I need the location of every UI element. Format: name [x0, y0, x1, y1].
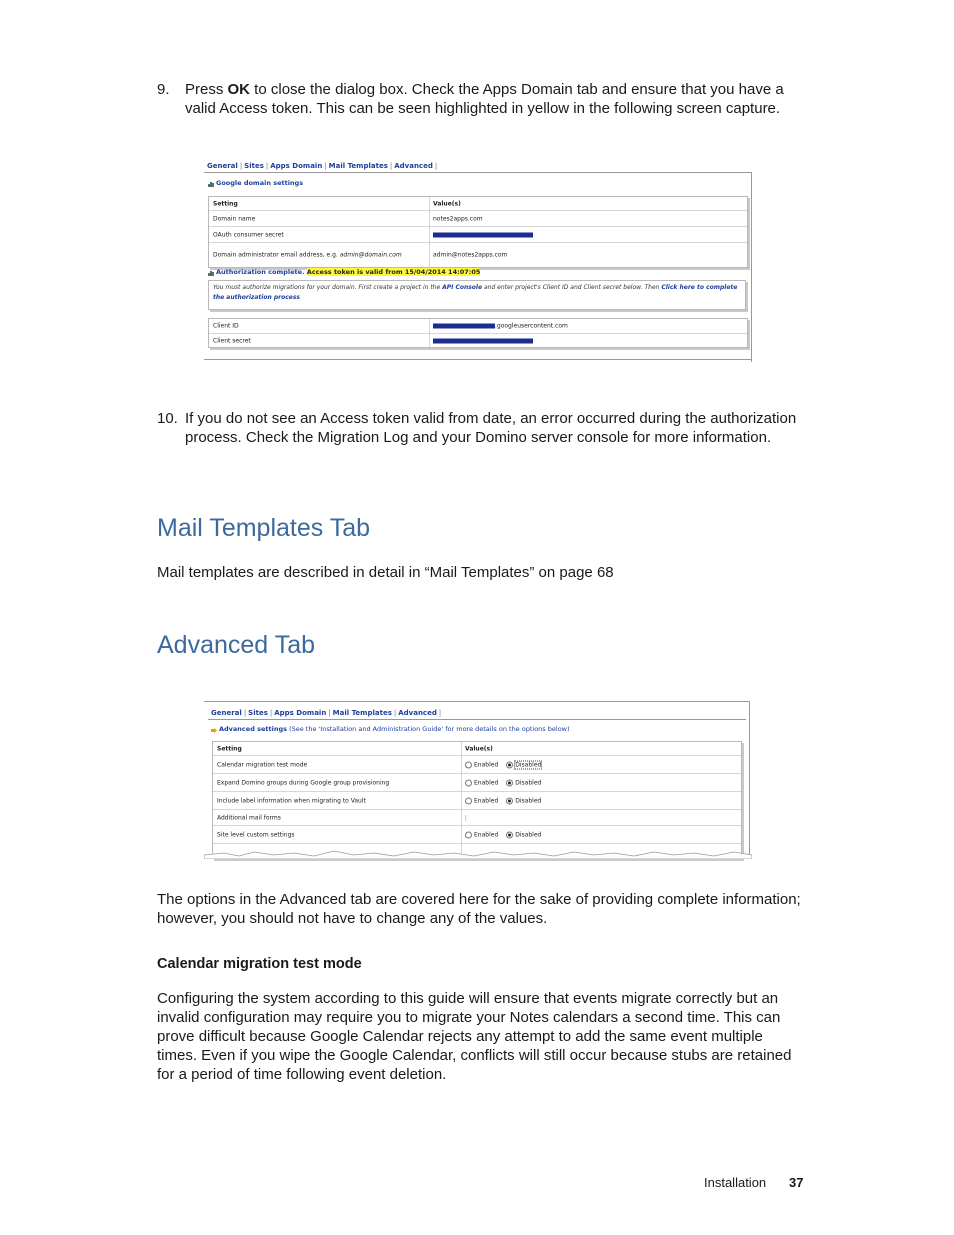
authorization-link[interactable]: Click here to complete the authorization process: [213, 284, 738, 301]
advanced-screenshot: [204, 701, 752, 859]
tab-apps-domain[interactable]: Apps Domain: [274, 709, 327, 717]
calendar-body: Configuring the system according to this guide will ensure that events migrate correctly but an invalid configuration may require you to migrate your Notes calendars a second time. This can prove difficult because Google Calendar rejects any attempt to add the same event multiple times. Even if you wipe the Google Calendar, conflicts will still occur because stubs are retained for a period of time following event deletion.: [157, 990, 792, 1083]
enabled-radio[interactable]: Enabled: [465, 780, 498, 787]
disabled-radio[interactable]: Disabled: [506, 832, 541, 839]
authorization-message: You must authorize migrations for your domain. First create a project in the API Console and enter project's Client ID and Client secret below. Then Click here to complete the authorization process: [208, 280, 746, 310]
disabled-radio[interactable]: Disabled: [506, 798, 541, 805]
section-title: Advanced settings (See the 'Installation and Administration Guide' for more details on the options below): [211, 725, 570, 733]
settings-icon: [208, 270, 214, 275]
tab-sites[interactable]: Sites: [244, 162, 264, 170]
mail-templates-heading: Mail Templates Tab: [157, 514, 371, 542]
table-row: Site level custom settings Enabled Disabled: [213, 825, 741, 844]
table-row: Expand Domino groups during Google group provisioning Enabled Disabled: [213, 773, 741, 792]
tab-general[interactable]: General: [211, 709, 242, 717]
tab-bar: General | Sites | Apps Domain | Mail Templates | Advanced |: [211, 709, 442, 717]
tab-mail-templates[interactable]: Mail Templates: [332, 709, 392, 717]
redacted-value: [433, 233, 533, 238]
client-secret-field[interactable]: [433, 337, 533, 344]
enabled-radio[interactable]: Enabled: [465, 798, 498, 805]
page-number: 37: [789, 1175, 804, 1190]
admin-email-field[interactable]: admin@notes2apps.com: [433, 251, 508, 259]
api-console-link[interactable]: API Console: [442, 284, 483, 291]
additional-mail-forms-field[interactable]: ⌊: [465, 814, 468, 822]
domain-settings-table: [208, 196, 748, 268]
table-row: Calendar migration test mode Enabled Disabled: [213, 755, 741, 774]
calendar-heading: Calendar migration test mode: [157, 956, 362, 972]
step-10-text: If you do not see an Access token valid from date, an error occurred during the authorization process. Check the Migration Log and your Domino server console for more information.: [185, 410, 797, 446]
table-row: Domain administrator email address, e.g. admin@domain.com admin@notes2apps.com: [209, 242, 747, 267]
table-header: Setting Value(s): [213, 742, 741, 755]
enabled-radio[interactable]: Enabled: [465, 832, 498, 839]
oauth-secret-field[interactable]: [433, 232, 533, 239]
table-header: Setting Value(s): [209, 197, 747, 210]
enabled-radio[interactable]: Enabled: [465, 762, 498, 769]
redacted-value: [433, 338, 533, 343]
tab-bar: General | Sites | Apps Domain | Mail Templates | Advanced |: [207, 162, 438, 170]
advanced-body: The options in the Advanced tab are covered here for the sake of providing complete information; however, you should not have to change any of the values.: [157, 891, 801, 927]
step-number: 10.: [157, 410, 178, 427]
apps-domain-screenshot: [204, 158, 754, 361]
tab-advanced[interactable]: Advanced: [398, 709, 437, 717]
table-row: Client secret: [209, 333, 747, 347]
disabled-radio[interactable]: Disabled: [506, 780, 541, 787]
section-title: Google domain settings: [208, 179, 303, 187]
tab-apps-domain[interactable]: Apps Domain: [270, 162, 323, 170]
client-settings-table: [208, 318, 748, 348]
settings-icon: [208, 181, 214, 186]
arrow-icon: [211, 727, 217, 732]
tab-general[interactable]: General: [207, 162, 238, 170]
access-token-highlight: Access token is valid from 15/04/2014 14:07:05: [306, 268, 481, 276]
step-number: 9.: [157, 81, 170, 98]
table-row: Additional mail forms ⌊: [213, 809, 741, 826]
tab-sites[interactable]: Sites: [248, 709, 268, 717]
torn-edge: [204, 847, 752, 859]
auth-status: Authorization complete. Access token is valid from 15/04/2014 14:07:05: [208, 268, 480, 276]
table-row: OAuth consumer secret: [209, 226, 747, 243]
mail-templates-body: Mail templates are described in detail in “Mail Templates” on page 68: [157, 564, 614, 581]
ok-label: OK: [227, 81, 251, 98]
tab-advanced[interactable]: Advanced: [394, 162, 433, 170]
table-row: Domain name notes2apps.com: [209, 210, 747, 227]
tab-mail-templates[interactable]: Mail Templates: [328, 162, 388, 170]
disabled-radio[interactable]: Disabled: [506, 762, 541, 769]
redacted-value: [433, 324, 495, 329]
table-row: Client ID .googleusercontent.com: [209, 319, 747, 333]
table-row: Include label information when migrating to Vault Enabled Disabled: [213, 791, 741, 810]
domain-name-field[interactable]: notes2apps.com: [433, 215, 483, 223]
advanced-settings-table: [212, 741, 742, 859]
step-9-text: Press OK to close the dialog box. Check the Apps Domain tab and ensure that you have a valid Access token. This can be seen highlighted in yellow in the following screen capture.: [185, 81, 784, 117]
advanced-heading: Advanced Tab: [157, 631, 315, 659]
footer-section: Installation: [704, 1175, 767, 1190]
client-id-field[interactable]: .googleusercontent.com: [433, 323, 568, 330]
